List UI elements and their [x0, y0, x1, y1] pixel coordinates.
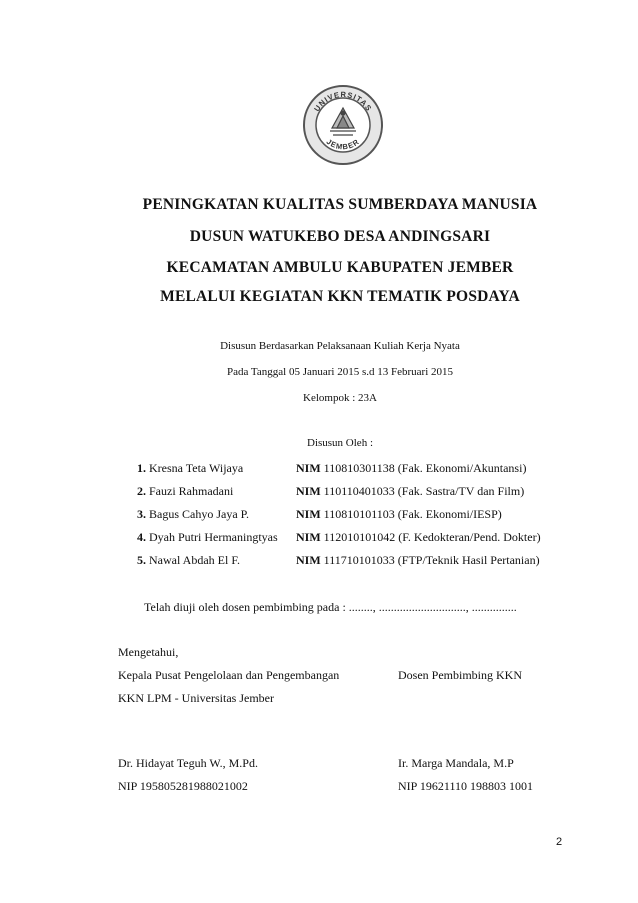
title-line-1: PENINGKATAN KUALITAS SUMBERDAYA MANUSIA: [142, 196, 538, 213]
title-line-3: KECAMATAN AMBULU KABUPATEN JEMBER: [166, 259, 514, 276]
university-logo: [302, 84, 384, 166]
member-name: Fauzi Rahmadani: [149, 484, 234, 498]
member-number: 2.: [137, 484, 146, 498]
title-line-4: MELALUI KEGIATAN KKN TEMATIK POSDAYA: [160, 288, 520, 305]
member-row: [137, 553, 617, 569]
university-seal-icon: [302, 84, 384, 166]
member-nim-label: NIM: [296, 530, 321, 544]
member-nim-label: NIM: [296, 507, 321, 521]
page-number: 2: [556, 836, 563, 848]
member-name: Bagus Cahyo Jaya P.: [149, 507, 249, 521]
member-row: [137, 484, 617, 500]
left-signatory-title-2: KKN LPM - Universitas Jember: [118, 691, 274, 705]
member-nim: 111710101033 (FTP/Teknik Hasil Pertanian): [323, 553, 540, 567]
authored-by-text: Disusun Oleh :: [307, 437, 373, 449]
logo-text-top: UNIVERSITAS: [312, 89, 374, 114]
member-name: Kresna Teta Wijaya: [149, 461, 244, 475]
member-name: Nawal Abdah El F.: [149, 553, 241, 567]
basis-text: Disusun Berdasarkan Pelaksanaan Kuliah Kerja Nyata: [220, 340, 460, 352]
member-row: [137, 530, 617, 546]
date-text: Pada Tanggal 05 Januari 2015 s.d 13 Februari 2015: [226, 366, 453, 378]
member-nim: 110110401033 (Fak. Sastra/TV dan Film): [323, 484, 525, 498]
title-line-2: DUSUN WATUKEBO DESA ANDINGSARI: [189, 228, 491, 245]
member-number: 3.: [137, 507, 146, 521]
right-signatory-title: Dosen Pembimbing KKN: [398, 668, 522, 682]
member-nim: 112010101042 (F. Kedokteran/Pend. Dokter): [323, 530, 541, 544]
left-signatory-title-1: Kepala Pusat Pengelolaan dan Pengembangan: [118, 668, 340, 682]
member-row: [137, 461, 617, 477]
member-name: Dyah Putri Hermaningtyas: [149, 530, 278, 544]
member-number: 4.: [137, 530, 146, 544]
member-number: 1.: [137, 461, 146, 475]
member-nim: 110810101103 (Fak. Ekonomi/IESP): [323, 507, 502, 521]
member-nim-label: NIM: [296, 553, 321, 567]
approval-heading: Mengetahui,: [118, 645, 179, 659]
member-row: [137, 507, 617, 523]
left-signatory-name: Dr. Hidayat Teguh W., M.Pd.: [118, 756, 258, 770]
member-nim-label: NIM: [296, 461, 321, 475]
tested-date-line: Telah diuji oleh dosen pembimbing pada : ........, ............................., ...............: [144, 600, 517, 614]
right-signatory-name: Ir. Marga Mandala, M.P: [398, 756, 514, 770]
left-signatory-nip: NIP 195805281988021002: [118, 779, 248, 793]
member-nim: 110810301138 (Fak. Ekonomi/Akuntansi): [323, 461, 527, 475]
logo-text-bottom: JEMBER: [324, 136, 362, 152]
member-nim-label: NIM: [296, 484, 321, 498]
member-number: 5.: [137, 553, 146, 567]
right-signatory-nip: NIP 19621110 198803 1001: [398, 779, 533, 793]
group-text: Kelompok : 23A: [303, 392, 377, 404]
